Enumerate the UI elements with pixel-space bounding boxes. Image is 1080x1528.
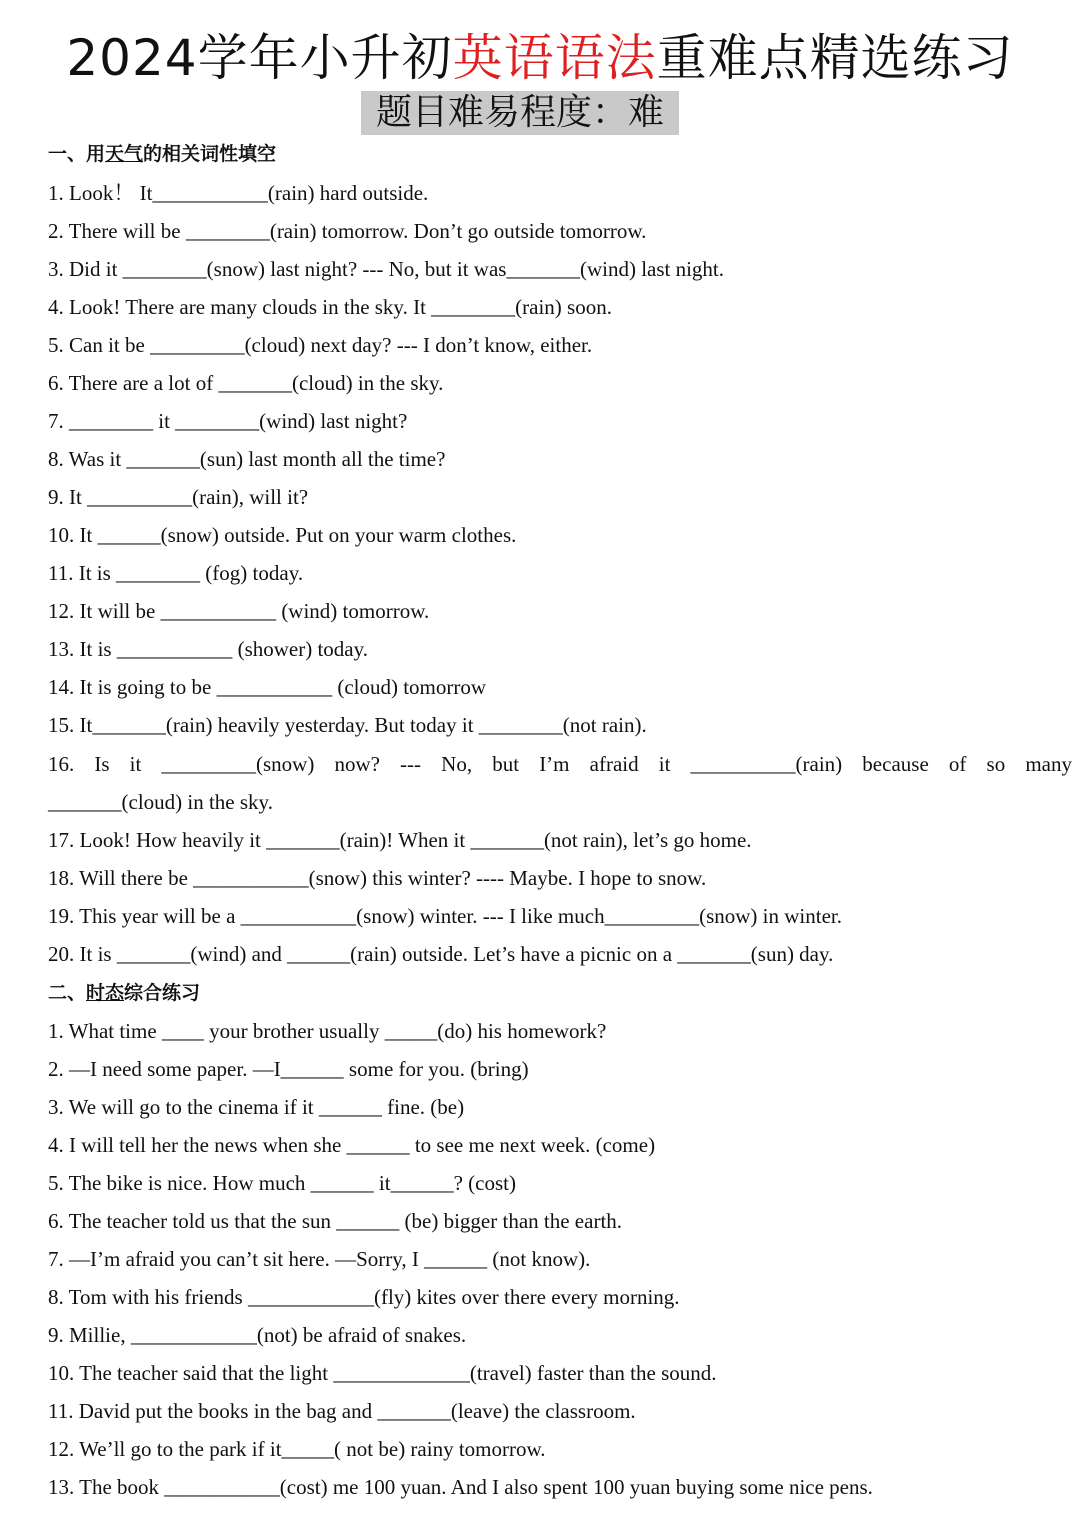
title-part2: 重难点精选练习	[656, 29, 1014, 87]
s1-question-5: 5. Can it be _________(cloud) next day? --- I don’t know, either.	[48, 333, 593, 357]
s2-question-12: 12. We’ll go to the park if it_____( not be) rainy tomorrow.	[48, 1437, 546, 1461]
s1-question-18: 18. Will there be ___________(snow) this winter? ---- Maybe. I hope to snow.	[48, 866, 707, 890]
s2-question-3: 3. We will go to the cinema if it ______ fine. (be)	[48, 1095, 465, 1119]
section2-suffix: 综合练习	[124, 982, 201, 1004]
s2-question-10: 10. The teacher said that the light _____________(travel) faster than the sound.	[48, 1361, 717, 1385]
s2-question-13: 13. The book ___________(cost) me 100 yuan. And I also spent 100 yuan buying some nice pens.	[48, 1475, 873, 1499]
s1-question-10: 10. It ______(snow) outside. Put on your warm clothes.	[48, 523, 517, 547]
section1-underlined: 天气	[105, 143, 144, 165]
s1-question-3: 3. Did it ________(snow) last night? --- No, but it was_______(wind) last night.	[48, 257, 725, 281]
section2-prefix: 二、	[48, 982, 87, 1004]
section2-heading	[48, 980, 200, 1006]
s2-question-5: 5. The bike is nice. How much ______ it______? (cost)	[48, 1171, 516, 1195]
s2-question-2: 2. —I need some paper. —I______ some for you. (bring)	[48, 1057, 529, 1081]
s1-question-13: 13. It is ___________ (shower) today.	[48, 637, 369, 661]
title-part1: 2024学年小升初	[66, 29, 453, 87]
s2-question-7: 7. —I’m afraid you can’t sit here. —Sorry, I ______ (not know).	[48, 1247, 591, 1271]
s2-question-8: 8. Tom with his friends ____________(fly) kites over there every morning.	[48, 1285, 680, 1309]
s1-question-20: 20. It is _______(wind) and ______(rain) outside. Let’s have a picnic on a _______(sun) day.	[48, 942, 834, 966]
s2-question-1: 1. What time ____ your brother usually _____(do) his homework?	[48, 1019, 607, 1043]
s1-question-4: 4. Look! There are many clouds in the sky. It ________(rain) soon.	[48, 295, 612, 319]
s1-question-6: 6. There are a lot of _______(cloud) in the sky.	[48, 371, 444, 395]
s1-question-2: 2. There will be ________(rain) tomorrow. Don’t go outside tomorrow.	[48, 219, 647, 243]
page-title	[0, 22, 1080, 94]
section1-prefix: 一、用	[48, 143, 106, 165]
s1-question-16-continued: _______(cloud) in the sky.	[48, 790, 273, 814]
s1-question-19: 19. This year will be a ___________(snow) winter. --- I like much_________(snow) in winter.	[48, 904, 842, 928]
s1-question-7: 7. ________ it ________(wind) last night?	[48, 409, 408, 433]
s1-question-12: 12. It will be ___________ (wind) tomorrow.	[48, 599, 430, 623]
section1-suffix: 的相关词性填空	[143, 143, 277, 165]
title-highlight: 英语语法	[452, 29, 657, 87]
s1-question-9: 9. It __________(rain), will it?	[48, 485, 309, 509]
s2-question-6: 6. The teacher told us that the sun ______ (be) bigger than the earth.	[48, 1209, 623, 1233]
s2-question-4: 4. I will tell her the news when she ______ to see me next week. (come)	[48, 1133, 656, 1157]
s1-question-15: 15. It_______(rain) heavily yesterday. But today it ________(not rain).	[48, 713, 647, 737]
s1-question-1: 1. Look！ It___________(rain) hard outside.	[48, 181, 429, 205]
difficulty-label: 题目难易程度：难	[361, 91, 679, 135]
s1-question-14: 14. It is going to be ___________ (cloud) tomorrow	[48, 675, 487, 699]
s2-question-9: 9. Millie, ____________(not) be afraid of snakes.	[48, 1323, 467, 1347]
section1-heading	[48, 141, 276, 167]
s1-question-16: 16. Is it _________(snow) now? --- No, but I’m afraid it __________(rain) because of so many	[48, 752, 1072, 776]
s1-question-17: 17. Look! How heavily it _______(rain)! When it _______(not rain), let’s go home.	[48, 828, 752, 852]
s2-question-11: 11. David put the books in the bag and _______(leave) the classroom.	[48, 1399, 636, 1423]
section2-underlined: 时态	[86, 982, 125, 1004]
s1-question-8: 8. Was it _______(sun) last month all the time?	[48, 447, 446, 471]
s1-question-11: 11. It is ________ (fog) today.	[48, 561, 304, 585]
